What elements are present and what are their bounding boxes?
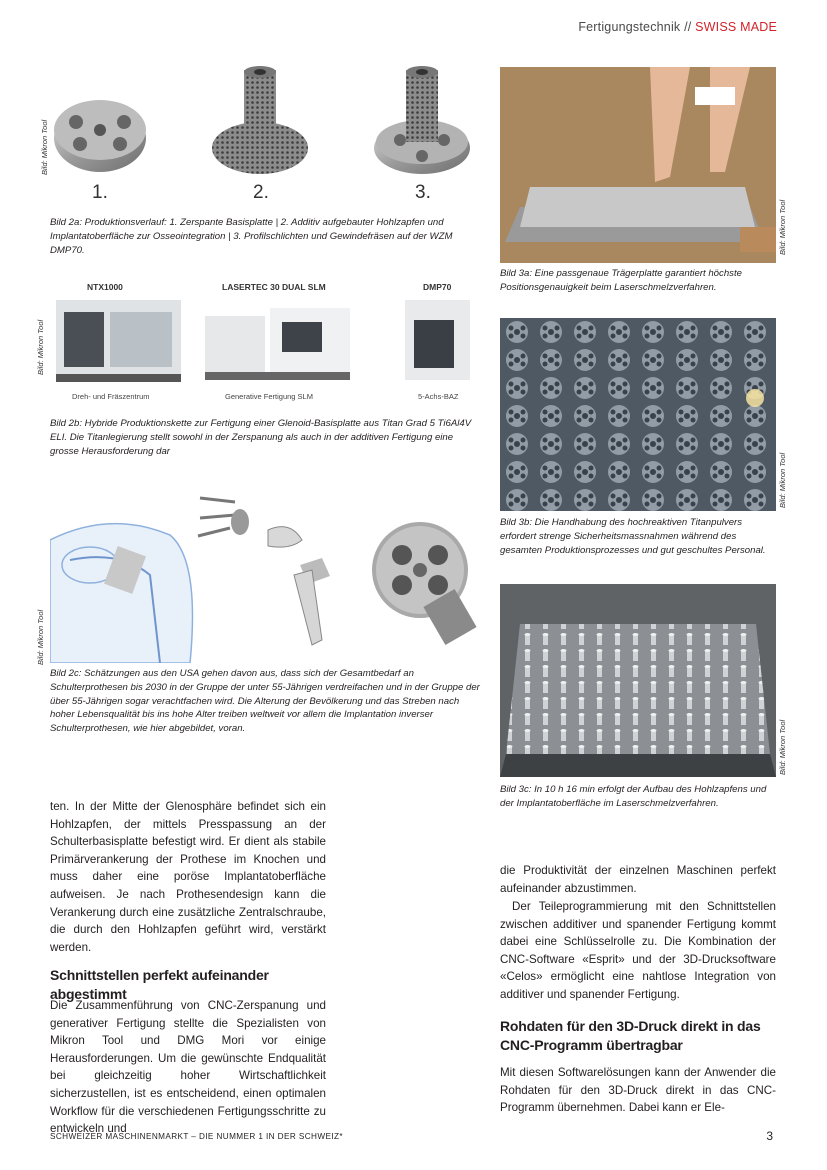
fig3c-credit: Bild: Mikron Tool [778,719,787,775]
article-right-paragraph-3: Mit diesen Softwarelösungen kann der Anwender die Rohdaten für den 3D-Druck direkt in das CNC-Programm übernehmen. Dabei kann er Ele- [500,1066,776,1115]
header-separator: // [684,20,692,34]
fig2b-machine-3-sub: 5-Achs-BAZ [418,392,459,401]
fig3b-credit: Bild: Mikron Tool [778,452,787,508]
footer-magazine: SCHWEIZER MASCHINENMARKT – DIE NUMMER 1 IN DER SCHWEIZ* [50,1132,343,1141]
fig2a-credit: Bild: Mikron Tool [40,119,49,175]
fig2a-label-2: 2. [253,182,269,203]
article-left-paragraph-1: ten. In der Mitte der Glenosphäre befindet sich ein Hohlzapfen, der mittels Presspassung an der Schulterbasisplatte befestigt wird. Er dient als stabile Primärverankerung der Prothese im Knochen und muss daher eine poröse Implantatoberfläche aufweisen. Je nach Prothesendesign kann die Verankerung durch eine zusätzliche Zentralschraube, die durch den Hohlzapfen geführt wird, verstärkt werden. [50,800,326,954]
fig3a-image [500,67,776,263]
fig2b-machine-1-title: NTX1000 [87,282,123,292]
page-number: 3 [766,1129,773,1143]
fig2a-caption: Bild 2a: Produktionsverlauf: 1. Zerspante Basisplatte | 2. Additiv aufgebauter Hohlzapfen und Implantatoberfläche zur Osseointegration | 3. Profilschlichten und Gewindefräsen auf der WZM DMP70. [50,217,453,256]
fig2a-label-1: 1. [92,182,108,203]
article-left-paragraph-2: Die Zusammenführung von CNC-Zerspanung und generativer Fertigung stellte die Spezialisten von Mikron Tool und DMG Mori vor einige Herausforderungen. Um die gewünschte Endqualität bei gleichzeitig hoher Wirtschaftlichkeit sicherzustellen, ist es entscheidend, einen optimalen Workflow für die verschiedenen Fertigungsschritte zu entwickeln und [50,999,326,1136]
article-right-paragraph-1: die Produktivität der einzelnen Maschinen perfekt aufeinander abzustimmen. [500,864,776,895]
fig2c-credit: Bild: Mikron Tool [36,609,45,665]
page-header [578,20,777,34]
fig2b-credit: Bild: Mikron Tool [36,319,45,375]
header-tag: SWISS MADE [695,20,777,34]
article-heading-rawdata: Rohdaten für den 3D-Druck direkt in das CNC-Programm übertragbar [500,1018,761,1053]
header-rubric: Fertigungstechnik [578,20,681,34]
fig2b-machine-3-title: DMP70 [423,282,452,292]
article-right-paragraph-2: Der Teileprogrammierung mit den Schnittstellen zwischen additiver und spanender Fertigung kommt dabei eine Schlüsselrolle zu. Die Kombination der CNC-Software «Esprit» und der 3D-Drucksoftware «Celos» ermöglicht eine nahtlose Integration von additiver und spanender Fertigung. [500,900,776,1001]
fig3c-image [500,584,776,777]
fig3c-caption: Bild 3c: In 10 h 16 min erfolgt der Aufbau des Hohlzapfens und der Implantatoberfläche im Laserschmelzverfahren. [500,784,767,809]
fig2b-machine-2-sub: Generative Fertigung SLM [225,392,313,401]
fig3a-credit: Bild: Mikron Tool [778,199,787,255]
fig3b-image [500,318,776,511]
fig3a-caption: Bild 3a: Eine passgenaue Trägerplatte garantiert höchste Positionsgenauigkeit beim Laserschmelzverfahren. [500,268,742,293]
article-heading-interfaces: Schnittstellen perfekt aufeinander abgestimmt [50,967,269,1002]
fig2a-label-3: 3. [415,182,431,203]
fig3b-caption: Bild 3b: Die Handhabung des hochreaktiven Titanpulvers erfordert strenge Sicherheitsmassnahmen während des gesamten Produktionsprozesses und gut geschultes Personal. [500,517,766,556]
fig2c-caption: Bild 2c: Schätzungen aus den USA gehen davon aus, dass sich der Gesamtbedarf an Schulterprothesen bis 2030 in der Gruppe der unter 55-Jährigen verdreifachen und in der Gruppe der über 55-Jährigen sogar verachtfachen wird. Die Alterung der Bevölkerung und das Streben nach hoher Lebensqualität bis ins hohe Alter treiben weltweit vor allem die Implantation inverser Schulterprothesen, wie hier abgebildet, voran. [50,668,480,735]
fig2b-machine-1-sub: Dreh- und Fräszentrum [72,392,150,401]
fig2a-image [50,60,480,210]
fig2b-machine-2-title: LASERTEC 30 DUAL SLM [222,282,326,292]
fig2b-caption: Bild 2b: Hybride Produktionskette zur Fertigung einer Glenoid-Basisplatte aus Titan Grad 5 Ti6Al4V ELI. Die Titanlegierung stellt sowohl in der Zerspanung als auch in der additiven Fertigung eine grosse Herausforderung dar [50,418,472,457]
fig2b-image [50,278,480,408]
fig2c-image [50,480,480,663]
